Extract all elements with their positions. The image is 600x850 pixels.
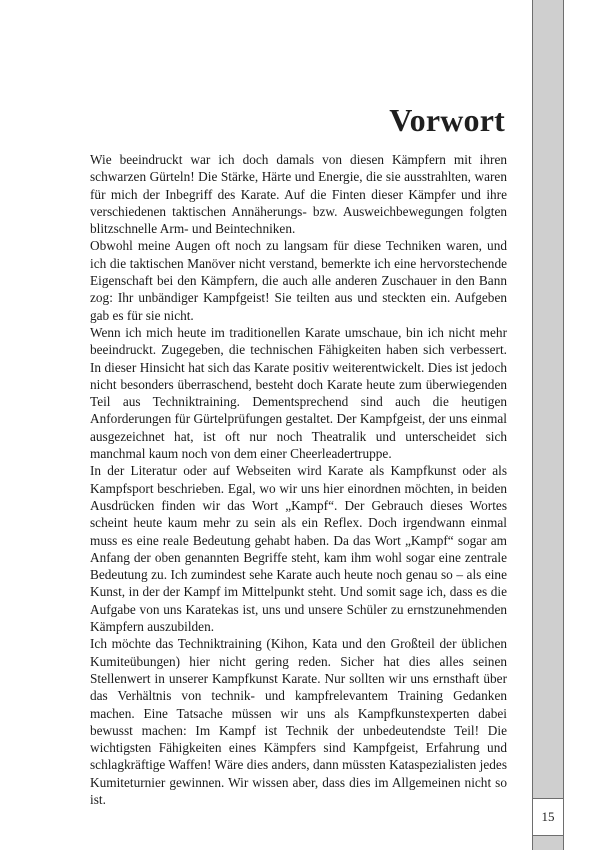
paragraph: Wenn ich mich heute im traditionellen Karate umschaue, bin ich nicht mehr beeindruckt. Zugegeben, die technischen Fähigkeiten haben sich verbessert. In dieser Hinsicht hat sich das Karate positiv weiterentwickelt. Dies ist jedoch nicht besonders überraschend, besteht doch Karate heute zum überwiegenden Teil aus Techniktraining. Dementsprechend sind auch die heutigen Anforderungen für Gürtelprüfungen gestaltet. Der Kampfgeist, der uns einmal ausgezeichnet hat, ist oft nur noch Theatralik und unterscheidet sich manchmal kaum noch von dem einer Cheerleadertruppe. bbox=[90, 324, 507, 462]
body-text bbox=[90, 151, 507, 808]
page-number: 15 bbox=[532, 798, 564, 836]
paragraph: Ich möchte das Techniktraining (Kihon, Kata und den Großteil der üblichen Kumiteübungen) hier nicht gering reden. Sicher hat dies alles seinen Stellenwert in unserer Kampfkunst Karate. Nur sollten wir uns ernsthaft über das Verhältnis von technik- und kampfrelevantem Training Gedanken machen. Eine Tatsache müssen wir uns als Kampfkunstexperten dabei bewusst machen: Im Kampf ist Technik der unbedeutendste Teil! Die wichtigsten Fähigkeiten eines Kämpfers sind Kampfgeist, Erfahrung und schlagkräftige Waffen! Wäre dies anders, dann müssten Kataspezialisten jedes Kumiteturnier gewinnen. Wir wissen aber, dass dies im Allgemeinen nicht so ist. bbox=[90, 636, 507, 807]
chapter-title: Vorwort bbox=[389, 102, 505, 138]
paragraph: Obwohl meine Augen oft noch zu langsam für diese Techniken waren, und ich die taktischen Manöver nicht verstand, bemerkte ich eine hervorstechende Eigenschaft bei den Kämpfern, die auch alle anderen Zuschauer in den Bann zog: Ihr unbändiger Kampfgeist! Sie teilten aus und steckten ein. Aufgeben gab es für sie nicht. bbox=[90, 238, 507, 323]
paragraph: In der Literatur oder auf Webseiten wird Karate als Kampfkunst oder als Kampfsport beschrieben. Egal, wo wir uns hier einordnen möchten, in beiden Ausdrücken finden wir das Wort „Kampf“. Der Gebrauch dieses Wortes scheint heute kaum mehr zu sein als ein Reflex. Doch irgendwann einmal muss es eine reale Bedeutung gehabt haben. Da das Wort „Kampf“ sogar am Anfang der oben genannten Begriffe steht, kam ihm wohl sogar eine zentrale Bedeutung zu. Ich zumindest sehe Karate auch heute noch genau so – als eine Kunst, in der der Kampf im Mittelpunkt steht. Und somit sage ich, dass es die Aufgabe von uns Karatekas ist, uns und unsere Schüler zu ernstzunehmenden Kämpfern auszubilden. bbox=[90, 463, 507, 635]
paragraph: Wie beeindruckt war ich doch damals von diesen Kämpfern mit ihren schwarzen Gürteln! Die Stärke, Härte und Energie, die sie ausstrahlten, waren für mich der Inbegriff des Karate. Auf die Finten dieser Kämpfer und ihre verschiedenen taktischen Annäherungs- bzw. Ausweichbewegungen folgten blitzschnelle Arm- und Beintechniken. bbox=[90, 152, 507, 237]
page-edge-bar bbox=[532, 0, 564, 850]
